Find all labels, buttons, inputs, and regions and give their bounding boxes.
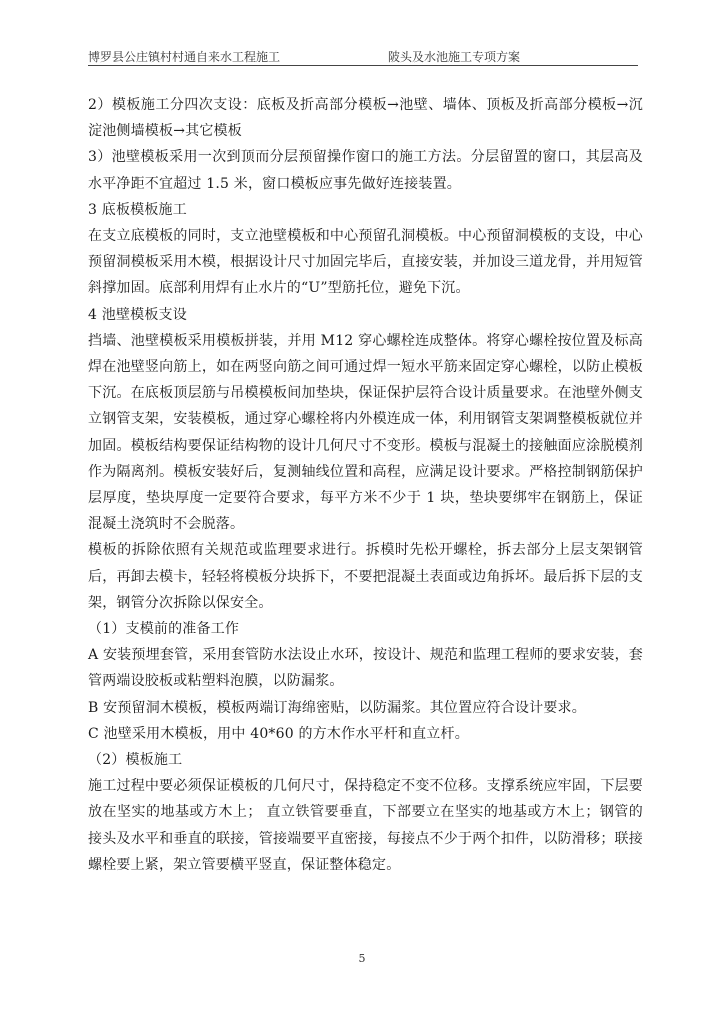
paragraph: 2）模板施工分四次支设：底板及折高部分模板→池壁、墙体、顶板及折高部分模板→沉淀池侧墙模板→其它模板	[88, 97, 643, 140]
paragraph: A 安装预埋套管，采用套管防水法设止水环，按设计、规范和监理工程师的要求安装，套管两端设胶板或粘塑料泡膜，以防漏浆。	[88, 647, 643, 690]
paragraph: 3）池壁模板采用一次到顶而分层预留操作窗口的施工方法。分层留置的窗口，其层高及水平净距不宜超过 1.5 米，窗口模板应事先做好连接装置。	[88, 149, 643, 192]
page-footer	[0, 952, 724, 965]
header-project-title: 博罗县公庄镇村村通自来水工程施工	[88, 50, 281, 64]
paragraph: 模板的拆除依照有关规范或监理要求进行。拆模时先松开螺栓，拆去部分上层支架钢管后，再卸去模卡，轻轻将模板分块拆下，不要把混凝土表面或边角拆坏。最后拆下层的支架，钢管分次拆除以保安全。	[88, 542, 643, 611]
paragraph: C 池壁采用木模板，用中 40*60 的方木作水平杆和直立杆。	[88, 725, 469, 742]
paragraph: 挡墙、池壁模板采用模板拼装，并用 M12 穿心螺栓连成整体。将穿心螺栓按位置及标高焊在池壁竖向筋上，如在两竖向筋之间可通过焊一短水平筋来固定穿心螺栓，以防止模板下沉。在底板顶层筋与吊模模板间加垫块，保证保护层符合设计质量要求。在池壁外侧支立钢管支架，安装模板，通过穿心螺栓将内外模连成一体，利用钢管支架调整模板就位并加固。模板结构要保证结构物的设计几何尺寸不变形。模板与混凝土的接触面应涂脱模剂作为隔离剂。模板安装好后，复测轴线位置和高程，应满足设计要求。严格控制钢筋保护层厚度，垫块厚度一定要符合要求，每平方米不少于 1 块，垫块要绑牢在钢筋上，保证混凝土浇筑时不会脱落。	[88, 332, 643, 533]
document-body	[88, 92, 643, 878]
paragraph: B 安预留洞木模板，模板两端订海绵密贴，以防漏浆。其位置应符合设计要求。	[88, 699, 586, 716]
paragraph: 在支立底模板的同时，支立池壁模板和中心预留孔洞模板。中心预留洞模板的支设，中心预留洞模板采用木模，根据设计尺寸加固完毕后，直接安装，并加设三道龙骨，并用短管斜撑加固。底部利用焊有止水片的“U”型筋托位，避免下沉。	[88, 228, 643, 297]
subsection-heading: （1）支模前的准备工作	[88, 621, 240, 638]
page-number: 5	[358, 952, 366, 965]
page-header	[88, 48, 638, 66]
section-heading: 4 池壁模板支设	[88, 306, 187, 323]
header-rule	[88, 65, 638, 66]
subsection-heading: （2）模板施工	[88, 752, 183, 769]
paragraph: 施工过程中要必须保证模板的几何尺寸，保持稳定不变不位移。支撑系统应牢固，下层要放在坚实的地基或方木上； 直立铁管要垂直，下部要立在坚实的地基或方木上；钢管的接头及水平和垂直的联接，管接端要平直密接，每接点不少于两个扣件，以防滑移；联接螺栓要上紧，架立管要横平竖直，保证整体稳定。	[88, 778, 643, 873]
header-section-title: 陂头及水池施工专项方案	[388, 50, 521, 64]
section-heading: 3 底板模板施工	[88, 201, 187, 218]
